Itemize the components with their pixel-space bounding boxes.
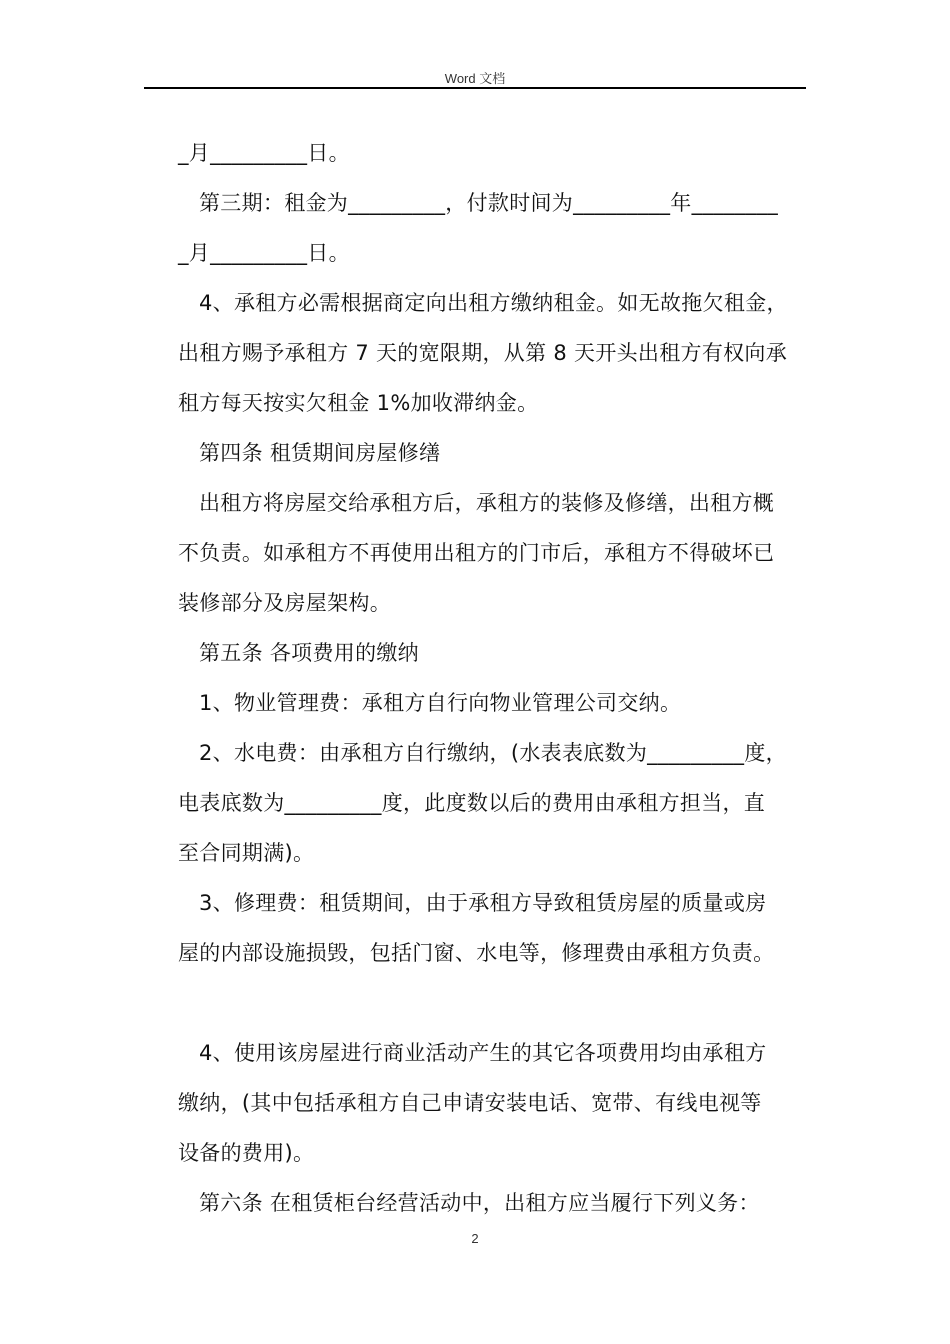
text-line: 第三期：租金为_________，付款时间为_________年________ [199,191,778,215]
text-line: 1、物业管理费：承租方自行向物业管理公司交纳。 [199,691,682,715]
header-rule [144,87,806,89]
document-body [178,128,808,1228]
page-number: 2 [471,1231,479,1246]
text-line: 设备的费用)。 [178,1141,315,1165]
text-line: 4、承租方必需根据商定向出租方缴纳租金。如无故拖欠租金， [199,291,788,315]
text-line: 4、使用该房屋进行商业活动产生的其它各项费用均由承租方 [199,1041,767,1065]
text-line: 租方每天按实欠租金 1%加收滞纳金。 [178,391,539,415]
text-line: 装修部分及房屋架构。 [178,591,391,615]
text-line: 出租方将房屋交给承租方后，承租方的装修及修缮，出租方概 [199,491,775,515]
text-line: 至合同期满)。 [178,841,315,865]
header-title: Word 文档 [444,71,506,86]
text-line: _月_________日。 [178,241,350,265]
text-line: 缴纳，(其中包括承租方自己申请安装电话、宽带、有线电视等 [178,1091,762,1115]
section-heading: 第六条 在租赁柜台经营活动中，出租方应当履行下列义务： [199,1191,760,1215]
text-line: 出租方赐予承租方 7 天的宽限期，从第 8 天开头出租方有权向承 [178,341,788,365]
text-line: 屋的内部设施损毁，包括门窗、水电等，修理费由承租方负责。 [178,941,775,965]
text-line: 电表底数为_________度，此度数以后的费用由承租方担当，直 [178,791,766,815]
text-line: 3、修理费：租赁期间，由于承租方导致租赁房屋的质量或房 [199,891,767,915]
text-line: 2、水电费：由承租方自行缴纳，(水表表底数为_________度， [199,741,787,765]
section-heading: 第五条 各项费用的缴纳 [199,641,419,665]
text-line: _月_________日。 [178,141,350,165]
text-line: 不负责。如承租方不再使用出租方的门市后，承租方不得破坏已 [178,541,775,565]
section-heading: 第四条 租赁期间房屋修缮 [199,441,441,465]
